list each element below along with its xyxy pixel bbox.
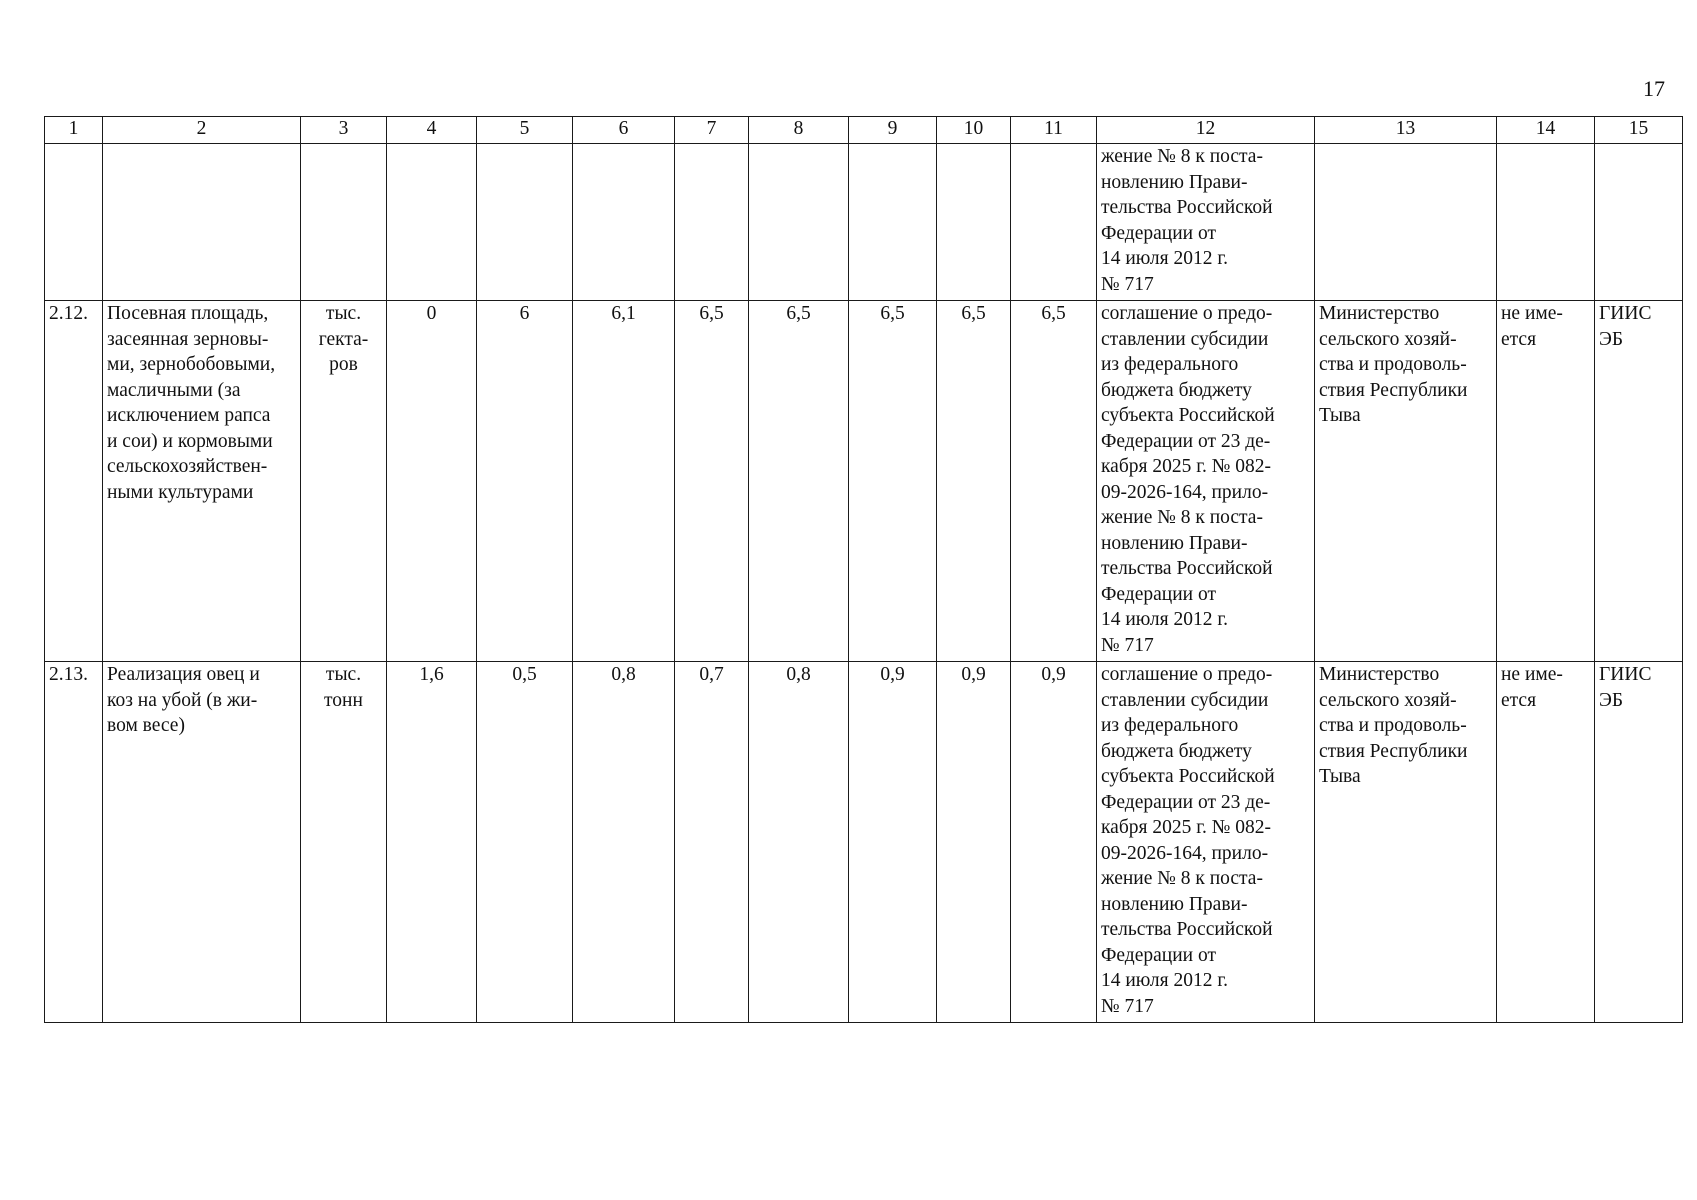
value-cell xyxy=(477,144,573,301)
table-header-row xyxy=(45,117,1683,144)
row-number: 2.12. xyxy=(45,301,103,662)
source-document-cell: соглашение о предо- ставлении субсидии из федерального бюджета бюджету субъекта Российской Федерации от 23 де- кабря 2025 г. № 082- 09-2026-164, прило- жение № 8 к поста- новлению Прави- тельства Российской Федерации от 14 июля 2012 г. № 717 xyxy=(1097,662,1315,1023)
system-cell xyxy=(1595,144,1683,301)
system-cell: ГИИС ЭБ xyxy=(1595,301,1683,662)
column-header: 5 xyxy=(477,117,573,144)
indicator-name: Посевная площадь, засеянная зерновы- ми, зернобобовыми, масличными (за исключением рапса и сои) и кормовыми сельскохозяйствен- ными культурами xyxy=(103,301,301,662)
value-cell: 6,1 xyxy=(573,301,675,662)
value-cell: 0,9 xyxy=(1011,662,1097,1023)
value-cell: 6,5 xyxy=(675,301,749,662)
column-header: 2 xyxy=(103,117,301,144)
system-cell: ГИИС ЭБ xyxy=(1595,662,1683,1023)
unit-cell: тыс. тонн xyxy=(301,662,387,1023)
responsible-cell xyxy=(1315,144,1497,301)
column-header: 9 xyxy=(849,117,937,144)
column-header: 13 xyxy=(1315,117,1497,144)
table-row xyxy=(45,662,1683,1023)
value-cell xyxy=(849,144,937,301)
column-header: 1 xyxy=(45,117,103,144)
table-row xyxy=(45,301,1683,662)
source-document-cell: жение № 8 к поста- новлению Прави- тельства Российской Федерации от 14 июля 2012 г. № 717 xyxy=(1097,144,1315,301)
value-cell: 0,9 xyxy=(849,662,937,1023)
indicators-table xyxy=(44,116,1683,1023)
value-cell: 6,5 xyxy=(849,301,937,662)
row-number xyxy=(45,144,103,301)
unit-cell: тыс. гекта- ров xyxy=(301,301,387,662)
row-number: 2.13. xyxy=(45,662,103,1023)
value-cell: 6,5 xyxy=(1011,301,1097,662)
column-header: 14 xyxy=(1497,117,1595,144)
column-header: 15 xyxy=(1595,117,1683,144)
source-document-cell: соглашение о предо- ставлении субсидии из федерального бюджета бюджету субъекта Российской Федерации от 23 де- кабря 2025 г. № 082- 09-2026-164, прило- жение № 8 к поста- новлению Прави- тельства Российской Федерации от 14 июля 2012 г. № 717 xyxy=(1097,301,1315,662)
column-header: 6 xyxy=(573,117,675,144)
value-cell: 0,5 xyxy=(477,662,573,1023)
unit-cell xyxy=(301,144,387,301)
value-cell: 6,5 xyxy=(749,301,849,662)
relation-cell: не име- ется xyxy=(1497,301,1595,662)
column-header: 10 xyxy=(937,117,1011,144)
column-header: 3 xyxy=(301,117,387,144)
value-cell xyxy=(937,144,1011,301)
column-header: 7 xyxy=(675,117,749,144)
relation-cell: не име- ется xyxy=(1497,662,1595,1023)
value-cell xyxy=(573,144,675,301)
indicator-name: Реализация овец и коз на убой (в жи- вом весе) xyxy=(103,662,301,1023)
responsible-cell: Министерство сельского хозяй- ства и продоволь- ствия Республики Тыва xyxy=(1315,662,1497,1023)
value-cell: 0,9 xyxy=(937,662,1011,1023)
value-cell: 0,7 xyxy=(675,662,749,1023)
page-number: 17 xyxy=(1643,76,1665,101)
value-cell: 0,8 xyxy=(573,662,675,1023)
value-cell xyxy=(749,144,849,301)
value-cell: 1,6 xyxy=(387,662,477,1023)
table-row xyxy=(45,144,1683,301)
value-cell: 6 xyxy=(477,301,573,662)
column-header: 4 xyxy=(387,117,477,144)
value-cell xyxy=(675,144,749,301)
responsible-cell: Министерство сельского хозяй- ства и продоволь- ствия Республики Тыва xyxy=(1315,301,1497,662)
relation-cell xyxy=(1497,144,1595,301)
column-header: 11 xyxy=(1011,117,1097,144)
column-header: 8 xyxy=(749,117,849,144)
value-cell: 0,8 xyxy=(749,662,849,1023)
value-cell xyxy=(1011,144,1097,301)
value-cell xyxy=(387,144,477,301)
value-cell: 6,5 xyxy=(937,301,1011,662)
column-header: 12 xyxy=(1097,117,1315,144)
value-cell: 0 xyxy=(387,301,477,662)
indicator-name xyxy=(103,144,301,301)
